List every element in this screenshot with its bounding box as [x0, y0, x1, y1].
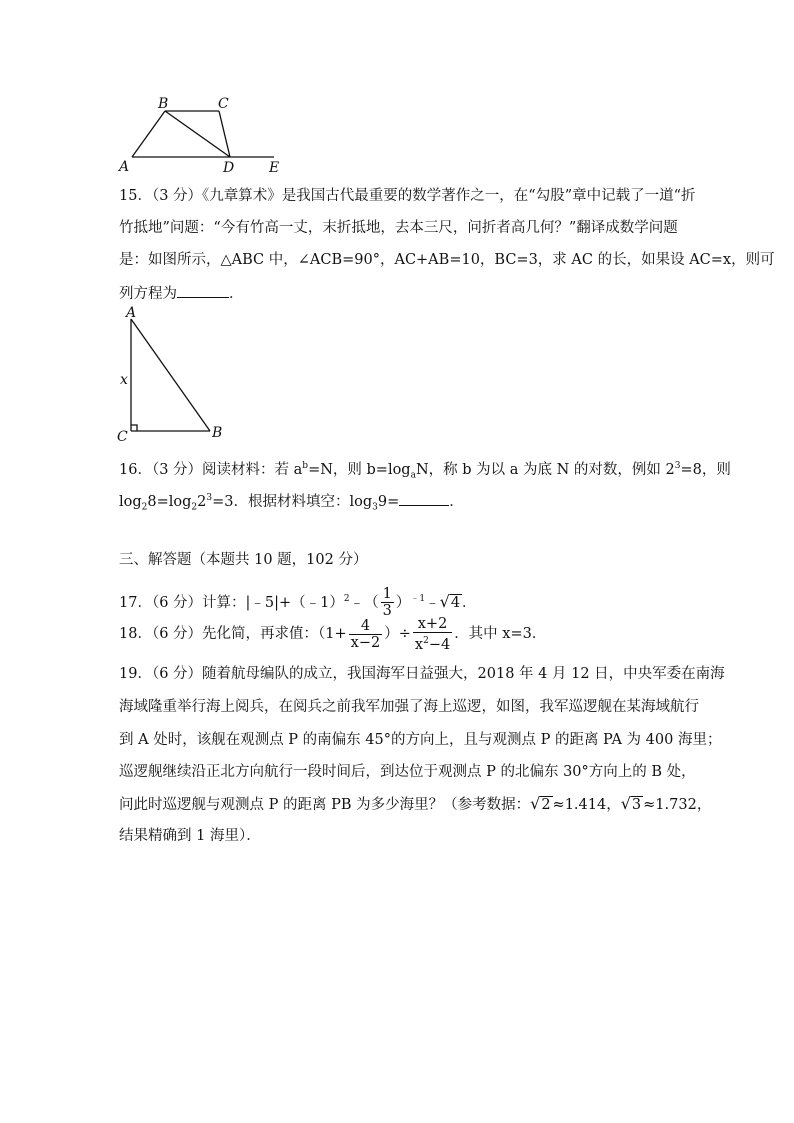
q19-line1: 19．（6 分）随着航母编队的成立，我国海军日益强大，2018 年 4 月 12 日，中央军委在南海 — [119, 666, 725, 682]
label-C: C — [117, 429, 128, 443]
q15-line4-text: 列方程为 — [119, 286, 177, 302]
q19-line4: 巡逻舰继续沿正北方向航行一段时间后，到达位于观测点 P 的北偏东 30°方向上的 B 处， — [119, 764, 696, 780]
label-B: B — [158, 96, 169, 112]
section-title: 三、解答题（本题共 10 题，102 分） — [119, 552, 368, 568]
label-A: A — [126, 305, 137, 321]
q15-line4: 列方程为 ． — [119, 283, 244, 304]
label-C: C — [218, 96, 229, 112]
label-D: D — [223, 160, 235, 176]
q19-line5: 问此时巡逻舰与观测点 P 的距离 PB 为多少海里？（参考数据：√2 ≈1.414，√3 ≈1.732， — [119, 794, 712, 813]
right-triangle-figure — [112, 303, 232, 443]
q16-line1: 16．（3 分）阅读材料：若 $a^b=N$，则 $b=\log_aN$，称 b 为以 a 为底 N 的对数，例如 $2^3=8$，则 — [119, 461, 731, 481]
q19-line3: 到 A 处时，该舰在观测点 P 的南偏东 45°的方向上，且与观测点 P 的距离 PA 为 400 海里； — [119, 732, 722, 748]
answer-blank — [399, 491, 449, 506]
fraction-x-plus-2-over-x2-minus-4: $\frac{x+2}{x^2-4}$ — [414, 615, 451, 653]
q17-line: 17．（6 分）计算：|﹣5|+（﹣1）$^2$﹣（ $\frac{1}{3}$ ）$^{﹣1}$﹣√4 ． — [119, 586, 477, 620]
q19-line2: 海域隆重举行海上阅兵，在阅兵之前我军加强了海上巡逻，如图，我军巡逻舰在某海域航行 — [119, 699, 699, 715]
radical-sign: √ — [620, 794, 631, 813]
label-B: B — [212, 425, 223, 441]
label-x: x — [120, 372, 128, 388]
q15-line1: 15．（3 分）《九章算术》是我国古代最重要的数学著作之一，在“勾股”章中记载了一道“折 — [119, 188, 696, 204]
radical-sign: √ — [439, 591, 450, 611]
segment-AB — [132, 111, 165, 157]
trapezoid-figure — [112, 95, 302, 180]
q19-line6: 结果精确到 1 海里）． — [119, 828, 261, 844]
q16-line2: $\log_28=\log_22^3=3$．根据材料填空：$\log_39=$ ． — [119, 488, 464, 518]
q18-line: 18．（6 分）先化简，再求值：（1+ $\frac{4}{x-2}$ ）÷ $\frac{x+2}{x^2-4}$ ．其中 x=3． — [119, 615, 547, 653]
right-angle-mark — [131, 425, 137, 431]
label-E: E — [269, 160, 280, 176]
fraction-one-third: $\frac{1}{3}$ — [382, 586, 392, 620]
radical-sign: √ — [530, 794, 541, 813]
q15-line2: 竹抵地”问题：“今有竹高一丈，末折抵地，去本三尺，问折者高几何？”翻译成数学问题 — [119, 220, 678, 236]
answer-blank — [177, 283, 229, 298]
q15-line3: 是：如图所示，△ABC 中，∠ACB=90°，AC+AB=10，BC=3，求 AC 的长，如果设 AC=x，则可 — [119, 252, 775, 268]
segment-AB — [131, 319, 210, 431]
label-A: A — [119, 159, 130, 175]
fraction-4-over-x-minus-2: $\frac{4}{x-2}$ — [350, 617, 381, 651]
